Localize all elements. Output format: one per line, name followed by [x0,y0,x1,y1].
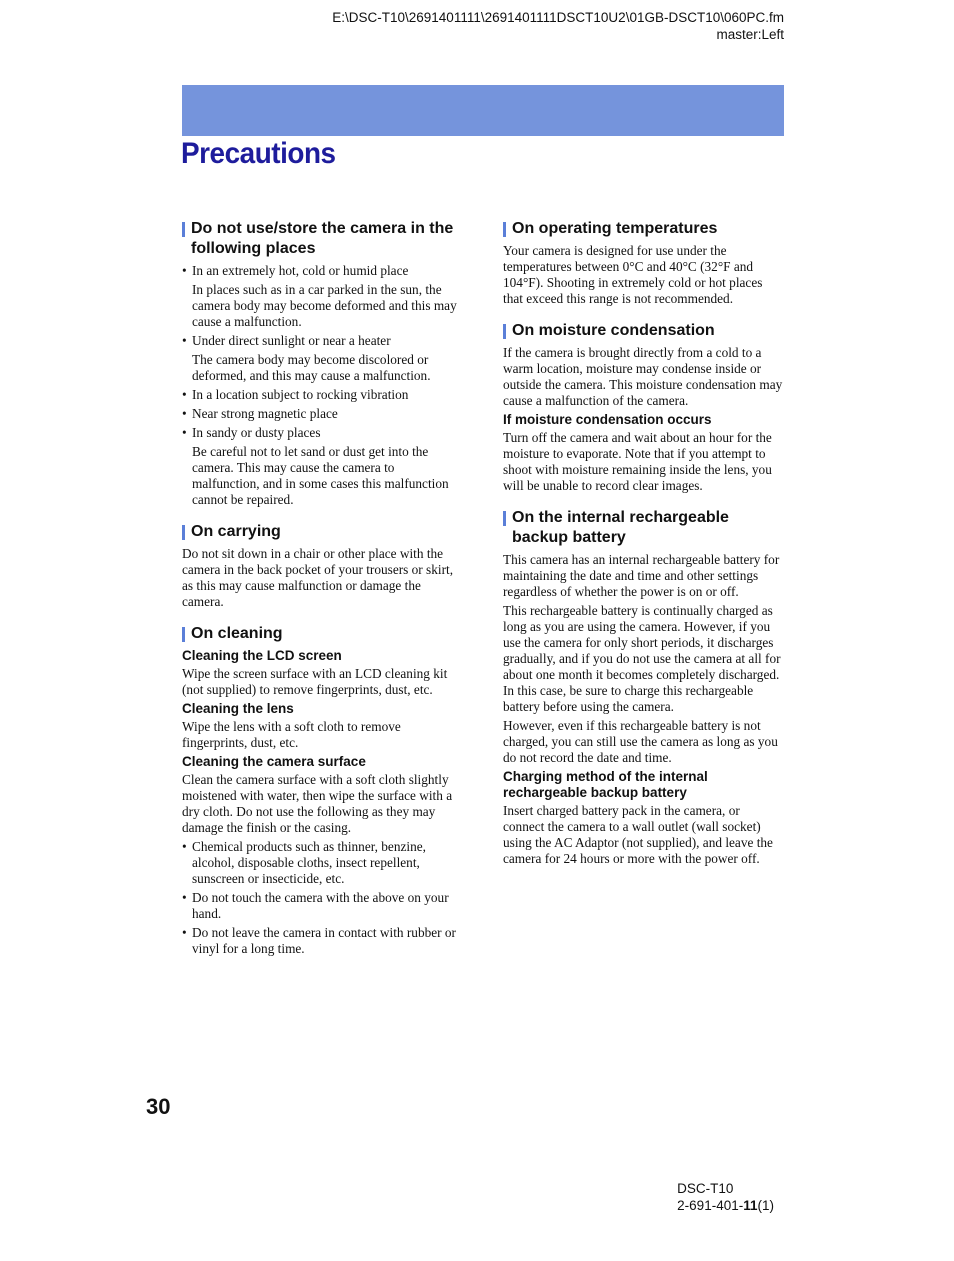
master-page-label: master:Left [716,27,784,42]
body-text: Wipe the lens with a soft cloth to remove fingerprints, dust, etc. [182,719,401,750]
list-item: • Do not leave the camera in contact with rubber or vinyl for a long time. [182,925,462,957]
list-item-note: Be careful not to let sand or dust get into the camera. This may cause the camera to malfunction, and in some cases this malfunction cannot be repaired. [192,444,449,507]
document-code [677,1197,774,1214]
right-column [503,219,784,881]
page-number: 30 [146,1094,171,1119]
list-item: • Under direct sunlight or near a heater [182,333,462,349]
section-backup-battery [503,508,784,867]
section-cleaning [182,624,462,957]
page-title: Precautions [181,137,336,170]
subheading: Cleaning the LCD screen [182,648,342,663]
list-item: • Chemical products such as thinner, benzine, alcohol, disposable cloths, insect repellent, sunscreen or insecticide, etc. [182,839,462,887]
subheading: Charging method of the internal rechargeable backup battery [503,769,708,800]
bullet-list [182,263,462,279]
code-suffix: (1) [757,1198,774,1213]
section-storage-places [182,219,462,508]
body-text: This camera has an internal rechargeable battery for maintaining the date and time and other settings regardless of whether the power is on or off. [503,552,780,599]
body-text: Clean the camera surface with a soft cloth slightly moistened with water, then wipe the surface with a dry cloth. Do not use the following as they may damage the finish or the casing. [182,772,453,835]
section-moisture [503,321,784,494]
body-text: Turn off the camera and wait about an hour for the moisture to evaporate. Note that if you attempt to shoot with moisture remaining inside the lens, you will be unable to record clear images. [503,430,772,493]
list-item-note: The camera body may become discolored or deformed, and this may cause a malfunction. [192,352,431,383]
bullet-list [182,387,462,441]
list-item: • In sandy or dusty places [182,425,462,441]
body-text: This rechargeable battery is continually charged as long as you are using the camera. However, if you use the camera for only short periods, it discharges gradually, and if you do not use the camera at all for about one month it becomes completely discharged. In this case, be sure to charge this rechargeable battery before using the camera. [503,603,781,714]
list-item: • In a location subject to rocking vibration [182,387,462,403]
section-heading: Do not use/store the camera in the following places [182,219,462,259]
file-path-header [332,9,784,43]
body-text: Your camera is designed for use under the temperatures between 0°C and 40°C (32°F and 104°F). Shooting in extremely cold or hot places that exceed this range is not recommended. [503,243,763,306]
subheading: If moisture condensation occurs [503,412,712,427]
body-text: Wipe the screen surface with an LCD cleaning kit (not supplied) to remove fingerprints, dust, etc. [182,666,448,697]
code-prefix: 2-691-401- [677,1198,744,1213]
section-heading: On carrying [182,522,462,542]
section-heading: On moisture condensation [503,321,784,341]
list-item: • Near strong magnetic place [182,406,462,422]
file-path: E:\DSC-T10\2691401111\2691401111DSCT10U2\01GB-DSCT10\060PC.fm [332,10,784,25]
left-column [182,219,462,971]
section-temperatures [503,219,784,307]
footer-code [677,1180,774,1214]
section-carrying [182,522,462,610]
body-text: Do not sit down in a chair or other place with the camera in the back pocket of your trousers or skirt, as this may cause malfunction or damage the camera. [182,546,454,609]
bullet-list [182,333,462,349]
title-band [182,85,784,136]
model-name: DSC-T10 [677,1181,734,1196]
section-heading: On operating temperatures [503,219,784,239]
section-heading: On cleaning [182,624,462,644]
list-item: • In an extremely hot, cold or humid place [182,263,462,279]
code-bold: 11 [743,1198,758,1213]
list-item-note: In places such as in a car parked in the sun, the camera body may become deformed and this may cause a malfunction. [192,282,457,329]
list-item: • Do not touch the camera with the above on your hand. [182,890,462,922]
bullet-list [182,839,462,957]
section-heading: On the internal rechargeable backup battery [503,508,784,548]
body-text: If the camera is brought directly from a cold to a warm location, moisture may condense inside or outside the camera. This moisture condensation may cause a malfunction of the camera. [503,345,783,408]
subheading: Cleaning the lens [182,701,294,716]
body-text: However, even if this rechargeable battery is not charged, you can still use the camera as long as you do not record the date and time. [503,718,778,765]
subheading: Cleaning the camera surface [182,754,366,769]
body-text: Insert charged battery pack in the camera, or connect the camera to a wall outlet (wall socket) using the AC Adaptor (not supplied), and leave the camera for 24 hours or more with the power off. [503,803,773,866]
